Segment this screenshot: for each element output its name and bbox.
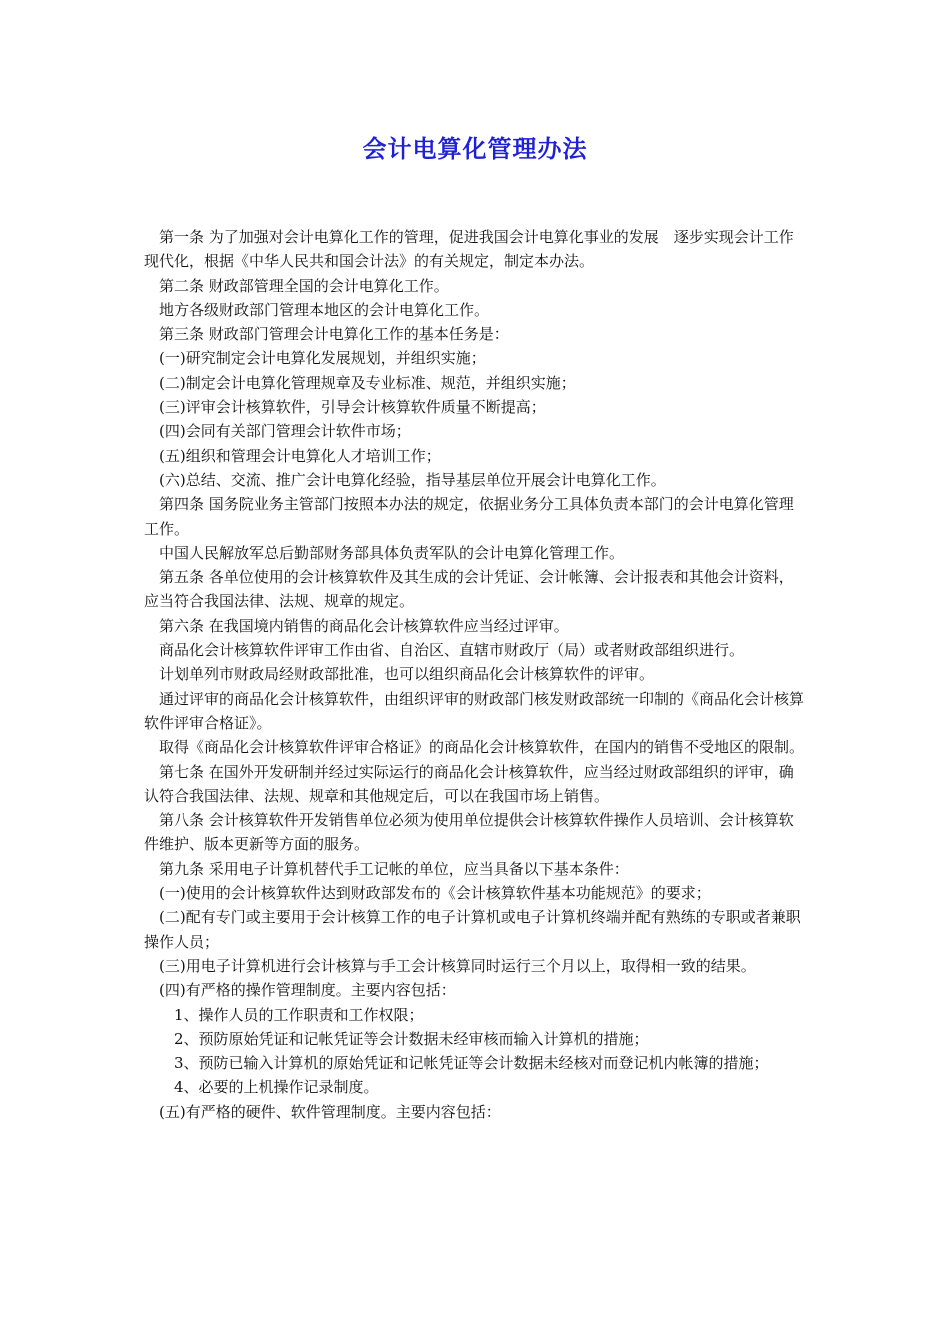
paragraph: 第四条 国务院业务主管部门按照本办法的规定，依据业务分工具体负责本部门的会计电算化管理工作。 [144,495,794,538]
paragraph: (三)评审会计核算软件，引导会计核算软件质量不断提高； [144,398,546,417]
document-title: 会计电算化管理办法 [362,134,588,163]
paragraph: 2、预防原始凭证和记帐凭证等会计数据未经审核而输入计算机的措施； [144,1029,649,1048]
paragraph: 第九条 采用电子计算机替代手工记帐的单位，应当具备以下基本条件： [144,859,629,878]
paragraph: (五)组织和管理会计电算化人才培训工作； [144,446,441,465]
paragraph: (四)会同有关部门管理会计软件市场； [144,422,411,441]
paragraph: 通过评审的商品化会计核算软件，由组织评审的财政部门核发财政部统一印制的《商品化会计核算软件评审合格证》。 [144,689,805,732]
paragraph: 地方各级财政部门管理本地区的会计电算化工作。 [144,300,490,319]
paragraph: 取得《商品化会计核算软件评审合格证》的商品化会计核算软件，在国内的销售不受地区的限制。 [144,738,805,757]
paragraph: 第五条 各单位使用的会计核算软件及其生成的会计凭证、会计帐簿、会计报表和其他会计资料，应当符合我国法律、法规、规章的规定。 [144,568,794,611]
paragraph: 4、必要的上机操作记录制度。 [144,1078,379,1097]
paragraph: (六)总结、交流、推广会计电算化经验，指导基层单位开展会计电算化工作。 [144,470,666,489]
paragraph: 第一条 为了加强对会计电算化工作的管理，促进我国会计电算化事业的发展 逐步实现会计工作现代化，根据《中华人民共和国会计法》的有关规定，制定本办法。 [144,228,794,271]
paragraph: (二)制定会计电算化管理规章及专业标准、规范，并组织实施； [144,373,576,392]
paragraph: (三)用电子计算机进行会计核算与手工会计核算同时运行三个月以上，取得相一致的结果。 [144,956,756,975]
paragraph: (二)配有专门或主要用于会计核算工作的电子计算机或电子计算机终端并配有熟练的专职或者兼职操作人员； [144,908,801,951]
paragraph: 第三条 财政部门管理会计电算化工作的基本任务是： [144,325,509,344]
paragraph: 第七条 在国外开发研制并经过实际运行的商品化会计核算软件，应当经过财政部组织的评审，确认符合我国法律、法规、规章和其他规定后，可以在我国市场上销售。 [144,762,794,805]
paragraph: (一)研究制定会计电算化发展规划，并组织实施； [144,349,486,368]
paragraph: 第八条 会计核算软件开发销售单位必须为使用单位提供会计核算软件操作人员培训、会计核算软件维护、版本更新等方面的服务。 [144,811,794,854]
paragraph: 第二条 财政部管理全国的会计电算化工作。 [144,276,449,295]
paragraph: (四)有严格的操作管理制度。主要内容包括： [144,981,456,1000]
document-body [144,225,808,1124]
paragraph: 计划单列市财政局经财政部批准，也可以组织商品化会计核算软件的评审。 [144,665,655,684]
paragraph: 中国人民解放军总后勤部财务部具体负责军队的会计电算化管理工作。 [144,543,625,562]
paragraph: (五)有严格的硬件、软件管理制度。主要内容包括： [144,1102,501,1121]
paragraph: 3、预防已输入计算机的原始凭证和记帐凭证等会计数据未经核对而登记机内帐簿的措施； [144,1054,769,1073]
paragraph: 1、操作人员的工作职责和工作权限； [144,1005,424,1024]
paragraph: (一)使用的会计核算软件达到财政部发布的《会计核算软件基本功能规范》的要求； [144,884,711,903]
paragraph: 商品化会计核算软件评审工作由省、自治区、直辖市财政厅（局）或者财政部组织进行。 [144,641,745,660]
paragraph: 第六条 在我国境内销售的商品化会计核算软件应当经过评审。 [144,616,569,635]
